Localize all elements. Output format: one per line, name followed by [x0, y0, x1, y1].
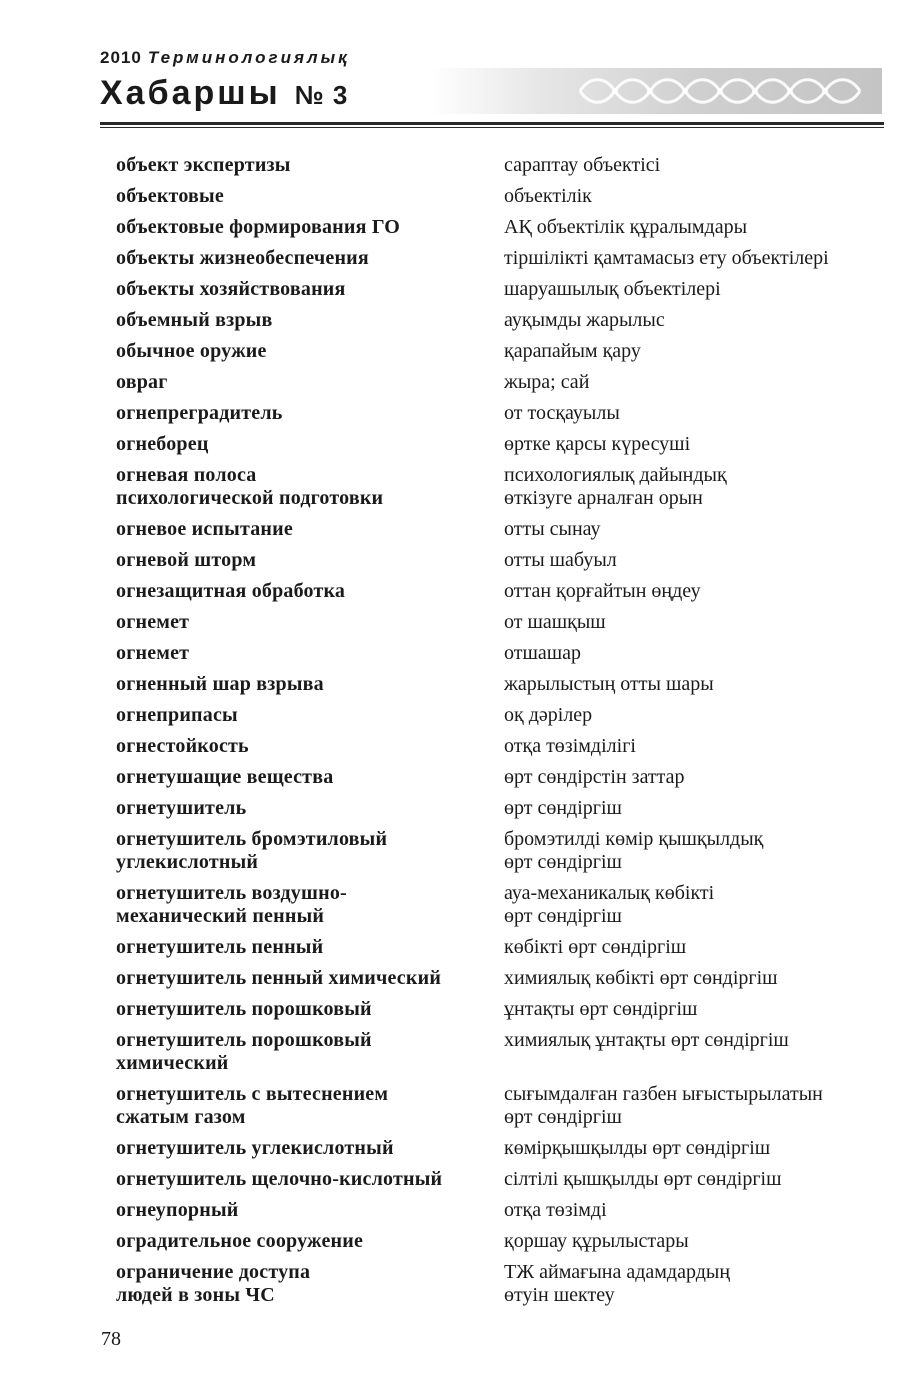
kazakh-term — [504, 642, 884, 665]
russian-term — [116, 464, 496, 510]
glossary-row — [116, 278, 886, 309]
russian-term — [116, 216, 496, 239]
kazakh-term-line: отқа төзімділігі — [504, 735, 636, 757]
kazakh-term-line: тіршілікті қамтамасыз ету объектілері — [504, 247, 829, 269]
russian-term — [116, 998, 496, 1021]
russian-term-line: объектовые формирования ГО — [116, 216, 400, 238]
glossary-row — [116, 371, 886, 402]
russian-term-line: огневая полоса — [116, 464, 257, 486]
russian-term-line: огнетушитель с вытеснением — [116, 1083, 389, 1105]
kazakh-term-line: от тосқауылы — [504, 402, 620, 424]
russian-term-line: огнетушитель щелочно-кислотный — [116, 1168, 443, 1190]
glossary-row — [116, 340, 886, 371]
russian-term-line: объектовые — [116, 185, 224, 207]
russian-term-line: психологической подготовки — [116, 487, 384, 509]
russian-term — [116, 1083, 496, 1129]
russian-term-line: огнетушитель бромэтиловый — [116, 828, 388, 850]
glossary-row — [116, 247, 886, 278]
russian-term-line: огнеборец — [116, 433, 209, 455]
glossary-row — [116, 1029, 886, 1083]
header-rule-thin — [100, 127, 884, 128]
kazakh-term — [504, 936, 884, 959]
kazakh-term-line: өрт сөндіргіш — [504, 851, 622, 873]
kazakh-term-line: өткізуге арналған орын — [504, 487, 703, 509]
kazakh-term — [504, 1137, 884, 1160]
kazakh-term-line: сілтілі қышқылды өрт сөндіргіш — [504, 1168, 782, 1190]
russian-term — [116, 882, 496, 928]
glossary-row — [116, 642, 886, 673]
russian-term — [116, 1199, 496, 1222]
kazakh-term — [504, 797, 884, 820]
russian-term — [116, 936, 496, 959]
kazakh-term — [504, 247, 884, 270]
russian-term-line: механический пенный — [116, 905, 325, 927]
russian-term-line: огненный шар взрыва — [116, 673, 324, 695]
kazakh-term-line: химиялық ұнтақты өрт сөндіргіш — [504, 1029, 789, 1051]
glossary-row — [116, 704, 886, 735]
russian-term-line: огневой шторм — [116, 549, 257, 571]
russian-term-line: ограничение доступа — [116, 1261, 311, 1283]
glossary-row — [116, 828, 886, 882]
kazakh-term — [504, 967, 884, 990]
kazakh-term — [504, 1029, 884, 1052]
kazakh-term-line: сығымдалған газбен ығыстырылатын — [504, 1083, 823, 1105]
kazakh-term — [504, 704, 884, 727]
glossary-row — [116, 766, 886, 797]
russian-term-line: обычное оружие — [116, 340, 267, 362]
russian-term — [116, 433, 496, 456]
kazakh-term-line: оттан қорғайтын өңдеу — [504, 580, 701, 602]
russian-term — [116, 1168, 496, 1191]
page-number: 78 — [101, 1328, 121, 1350]
kazakh-term-line: отқа төзімді — [504, 1199, 607, 1221]
kazakh-term-line: көмірқышқылды өрт сөндіргіш — [504, 1137, 771, 1159]
russian-term-line: огнемет — [116, 642, 190, 664]
kazakh-term — [504, 673, 884, 696]
russian-term-line: огнетушитель порошковый — [116, 1029, 372, 1051]
kazakh-term — [504, 998, 884, 1021]
glossary-row — [116, 402, 886, 433]
glossary-row — [116, 1137, 886, 1168]
russian-term — [116, 704, 496, 727]
russian-term-line: людей в зоны ЧС — [116, 1284, 275, 1306]
kazakh-term — [504, 185, 884, 208]
russian-term-line: огнепреградитель — [116, 402, 283, 424]
kazakh-term-line: жарылыстың отты шары — [504, 673, 714, 695]
russian-term-line: объекты жизнеобеспечения — [116, 247, 369, 269]
russian-term — [116, 580, 496, 603]
russian-term — [116, 549, 496, 572]
kazakh-term — [504, 340, 884, 363]
kazakh-term-line: өрт сөндіргіш — [504, 1106, 622, 1128]
glossary-row — [116, 735, 886, 766]
kazakh-term-line: ТЖ аймағына адамдардың — [504, 1261, 731, 1283]
kazakh-term-line: ұнтақты өрт сөндіргіш — [504, 998, 698, 1020]
russian-term — [116, 1137, 496, 1160]
russian-term-line: огнетушитель пенный — [116, 936, 324, 958]
kazakh-term-line: объектілік — [504, 185, 592, 207]
russian-term — [116, 371, 496, 394]
glossary-row — [116, 549, 886, 580]
glossary-row — [116, 797, 886, 828]
kazakh-term-line: бромэтилді көмір қышқылдық — [504, 828, 764, 850]
glossary-row — [116, 1261, 886, 1315]
russian-term — [116, 611, 496, 634]
kazakh-term — [504, 278, 884, 301]
kazakh-term-line: отты сынау — [504, 518, 601, 540]
kazakh-term — [504, 309, 884, 332]
header-rule-thick — [100, 122, 884, 125]
kazakh-term-line: сараптау объектісі — [504, 154, 661, 176]
kazakh-term-line: ауқымды жарылыс — [504, 309, 665, 331]
russian-term-line: сжатым газом — [116, 1106, 246, 1128]
kazakh-term-line: жыра; сай — [504, 371, 590, 393]
kazakh-term-line: оқ дәрілер — [504, 704, 593, 726]
kazakh-term — [504, 1168, 884, 1191]
kazakh-term — [504, 464, 884, 510]
kazakh-term-line: шаруашылық объектілері — [504, 278, 721, 300]
kazakh-term-line: көбікті өрт сөндіргіш — [504, 936, 687, 958]
glossary-row — [116, 967, 886, 998]
kazakh-term-line: өрт сөндіргіш — [504, 905, 622, 927]
glossary-row — [116, 309, 886, 340]
kazakh-term-line: химиялық көбікті өрт сөндіргіш — [504, 967, 778, 989]
russian-term-line: огнетушитель углекислотный — [116, 1137, 394, 1159]
kazakh-term — [504, 433, 884, 456]
glossary-row — [116, 1168, 886, 1199]
russian-term — [116, 1029, 496, 1075]
glossary-row — [116, 998, 886, 1029]
kazakh-term — [504, 828, 884, 874]
kazakh-term — [504, 518, 884, 541]
kazakh-term — [504, 735, 884, 758]
kazakh-term — [504, 216, 884, 239]
kazakh-term-line: өрт сөндірстін заттар — [504, 766, 685, 788]
kazakh-term — [504, 1199, 884, 1222]
kazakh-term-line: отшашар — [504, 642, 582, 664]
russian-term-line: овраг — [116, 371, 168, 393]
kazakh-term-line: өрт сөндіргіш — [504, 797, 622, 819]
russian-term-line: огнетушитель порошковый — [116, 998, 372, 1020]
russian-term — [116, 185, 496, 208]
russian-term-line: огнестойкость — [116, 735, 249, 757]
glossary-row — [116, 673, 886, 704]
glossary-row — [116, 464, 886, 518]
russian-term — [116, 518, 496, 541]
glossary-row — [116, 1230, 886, 1261]
kazakh-term-line: ауа-механикалық көбікті — [504, 882, 715, 904]
kazakh-term — [504, 402, 884, 425]
journal-header — [100, 48, 884, 132]
ornament-band — [430, 68, 882, 114]
russian-term — [116, 673, 496, 696]
russian-term — [116, 1230, 496, 1253]
russian-term — [116, 278, 496, 301]
kazakh-term — [504, 371, 884, 394]
glossary-row — [116, 518, 886, 549]
kazakh-term — [504, 1261, 884, 1307]
header-title: Хабаршы — [100, 74, 281, 112]
header-year: 2010 — [100, 48, 142, 67]
russian-term-line: объемный взрыв — [116, 309, 273, 331]
kazakh-term — [504, 580, 884, 603]
glossary-row — [116, 185, 886, 216]
russian-term-line: огнетушащие вещества — [116, 766, 334, 788]
russian-term — [116, 402, 496, 425]
russian-term — [116, 735, 496, 758]
russian-term — [116, 766, 496, 789]
header-title-line — [100, 74, 348, 113]
russian-term — [116, 154, 496, 177]
glossary-row — [116, 1083, 886, 1137]
kazakh-term — [504, 1083, 884, 1129]
kazakh-term-line: отты шабуыл — [504, 549, 617, 571]
kazakh-term — [504, 1230, 884, 1253]
glossary-row — [116, 611, 886, 642]
kazakh-term-line: өртке қарсы күресуші — [504, 433, 691, 455]
glossary-row — [116, 580, 886, 611]
russian-term — [116, 642, 496, 665]
kazakh-term-line: өтуін шектеу — [504, 1284, 615, 1306]
russian-term-line: огнемет — [116, 611, 190, 633]
russian-term — [116, 967, 496, 990]
glossary-row — [116, 216, 886, 247]
kazakh-term — [504, 882, 884, 928]
russian-term-line: огнеупорный — [116, 1199, 239, 1221]
glossary-row — [116, 1199, 886, 1230]
russian-term — [116, 1261, 496, 1307]
glossary-row — [116, 154, 886, 185]
russian-term-line: огнетушитель — [116, 797, 247, 819]
russian-term-line: огневое испытание — [116, 518, 293, 540]
russian-term — [116, 340, 496, 363]
russian-term-line: оградительное сооружение — [116, 1230, 364, 1252]
russian-term-line: огнеприпасы — [116, 704, 238, 726]
glossary-row — [116, 936, 886, 967]
glossary-row — [116, 882, 886, 936]
russian-term-line: огнетушитель пенный химический — [116, 967, 442, 989]
header-subtitle-line — [100, 48, 350, 68]
russian-term — [116, 309, 496, 332]
header-subtitle: Терминологиялық — [147, 48, 350, 67]
kazakh-term-line: қоршау құрылыстары — [504, 1230, 689, 1252]
kazakh-term-line: АҚ объектілік құралымдары — [504, 216, 748, 238]
kazakh-term — [504, 154, 884, 177]
russian-term-line: химический — [116, 1052, 229, 1074]
russian-term-line: объект экспертизы — [116, 154, 291, 176]
kazakh-term-line: қарапайым қару — [504, 340, 641, 362]
glossary-row — [116, 433, 886, 464]
russian-term — [116, 797, 496, 820]
russian-term-line: объекты хозяйствования — [116, 278, 346, 300]
header-issue: № 3 — [294, 80, 349, 110]
kazakh-term — [504, 549, 884, 572]
kazakh-term-line: психологиялық дайындық — [504, 464, 727, 486]
kazakh-term — [504, 766, 884, 789]
glossary-entries — [116, 154, 886, 1315]
russian-term — [116, 247, 496, 270]
russian-term-line: огнезащитная обработка — [116, 580, 346, 602]
russian-term — [116, 828, 496, 874]
russian-term-line: огнетушитель воздушно- — [116, 882, 347, 904]
ornament-pattern-icon — [430, 68, 882, 114]
kazakh-term — [504, 611, 884, 634]
kazakh-term-line: от шашқыш — [504, 611, 606, 633]
russian-term-line: углекислотный — [116, 851, 259, 873]
